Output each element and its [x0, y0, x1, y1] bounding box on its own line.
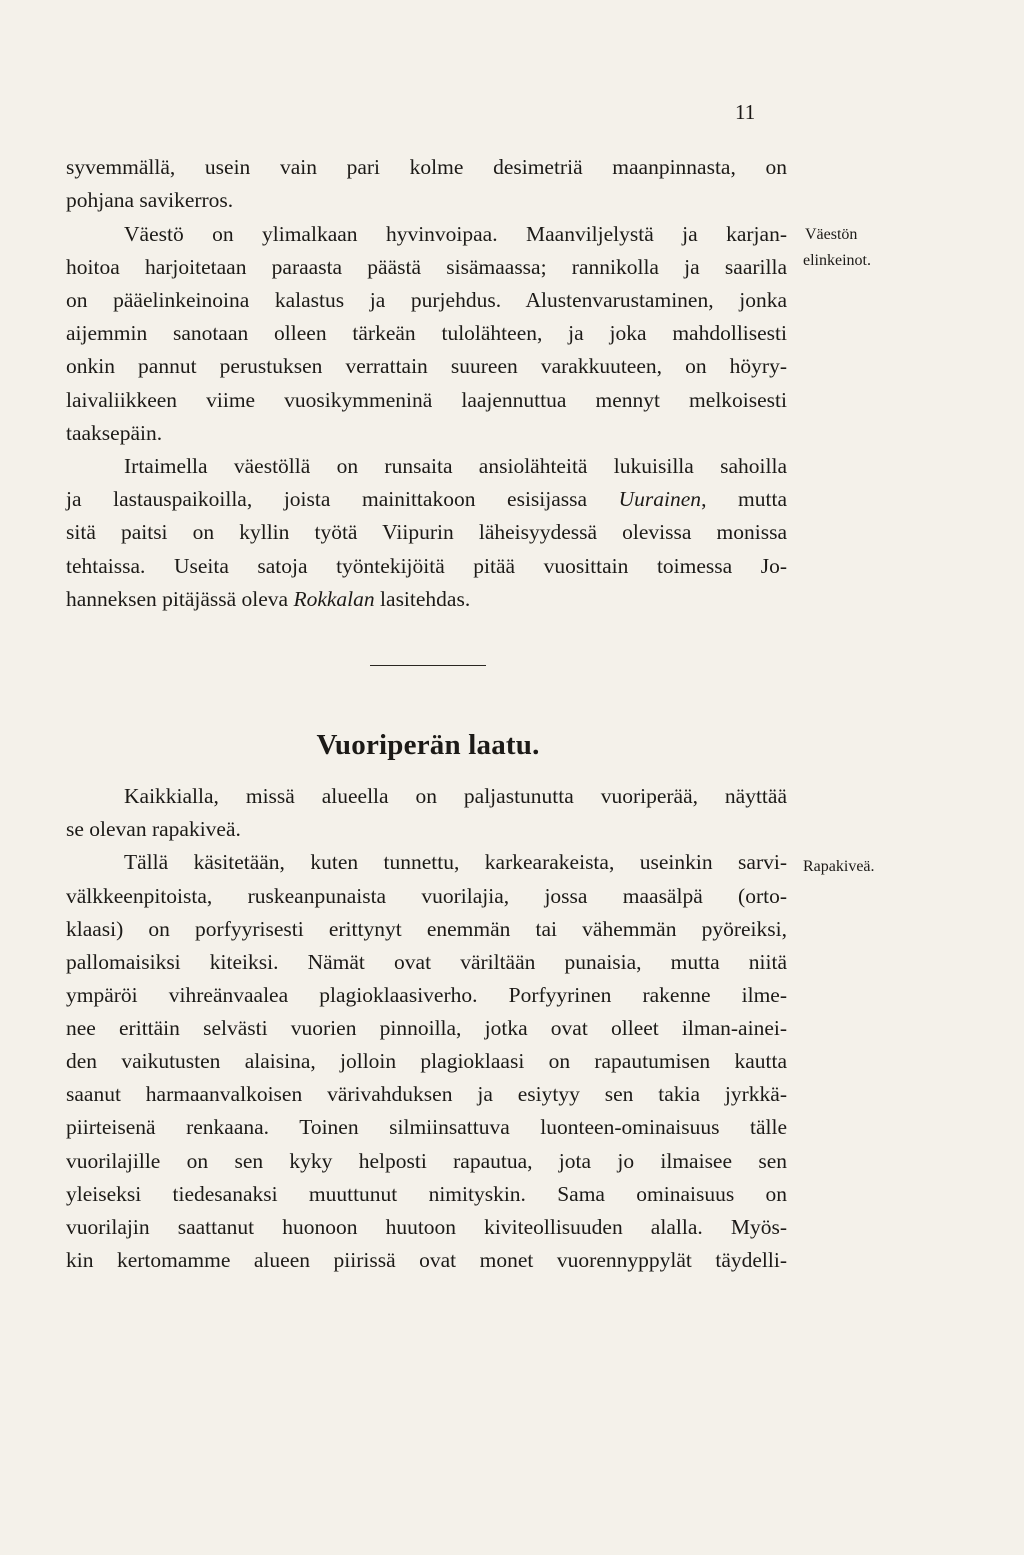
place-name-rokkala: Rokkalan — [293, 587, 375, 611]
text-line: vuorilajin saattanut huonoon huutoon kiviteollisuuden alalla. Myös- — [66, 1215, 787, 1239]
text-line: sitä paitsi on kyllin työtä Viipurin läheisyydessä olevissa monissa — [66, 520, 787, 544]
page-number: 11 — [735, 100, 756, 124]
text-line: syvemmällä, usein vain pari kolme desimetriä maanpinnasta, on — [66, 155, 787, 179]
section-heading: Vuoriperän laatu. — [316, 729, 540, 761]
text-span: ja lastauspaikoilla, joista mainittakoon esisijassa — [66, 487, 619, 511]
text-line: se olevan rapakiveä. — [66, 817, 241, 841]
text-line: piirteisenä renkaana. Toinen silmiinsattuva luonteen-ominaisuus tälle — [66, 1115, 787, 1139]
text-line: ympäröi vihreänvaalea plagioklaasiverho. Porfyyrinen rakenne ilme- — [66, 983, 787, 1007]
text-line: vuorilajille on sen kyky helposti rapautua, jota jo ilmaisee sen — [66, 1149, 787, 1173]
text-line: hoitoa harjoitetaan paraasta päästä sisämaassa; rannikolla ja saarilla — [66, 255, 787, 279]
text-line: laivaliikkeen viime vuosikymmeninä laajennuttua mennyt melkoisesti — [66, 388, 787, 412]
text-line: kin kertomamme alueen piirissä ovat monet vuorennyppylät täydelli- — [66, 1248, 787, 1272]
text-line: Kaikkialla, missä alueella on paljastunutta vuoriperää, näyttää — [124, 784, 787, 808]
text-line: aijemmin sanotaan olleen tärkeän tulolähteen, ja joka mahdollisesti — [66, 321, 787, 345]
text-line — [66, 583, 787, 616]
text-line: Tällä käsitetään, kuten tunnettu, karkearakeista, useinkin sarvi- — [124, 850, 787, 874]
text-line: tehtaissa. Useita satoja työntekijöitä pitää vuosittain toimessa Jo- — [66, 554, 787, 578]
text-line: pohjana savikerros. — [66, 188, 234, 212]
text-line: onkin pannut perustuksen verrattain suureen varakkuuteen, on höyry- — [66, 354, 787, 378]
margin-note-rapakivea: Rapakiveä. — [803, 858, 875, 875]
text-line: nee erittäin selvästi vuorien pinnoilla, jotka ovat olleet ilman-ainei- — [66, 1016, 787, 1040]
text-span: , mutta — [701, 487, 787, 511]
section-divider — [370, 665, 486, 666]
text-span: hanneksen pitäjässä oleva — [66, 587, 294, 611]
margin-note-elinkeinot: elinkeinot. — [803, 252, 871, 269]
text-line: klaasi) on porfyyrisesti erittynyt enemmän tai vähemmän pyöreiksi, — [66, 917, 787, 941]
text-line: välkkeenpitoista, ruskeanpunaista vuorilajia, jossa maasälpä (orto- — [66, 884, 787, 908]
text-line: yleiseksi tiedesanaksi muuttunut nimityskin. Sama ominaisuus on — [66, 1182, 787, 1206]
text-line: den vaikutusten alaisina, jolloin plagioklaasi on rapautumisen kautta — [66, 1049, 787, 1073]
text-line — [66, 483, 787, 516]
text-line: Irtaimella väestöllä on runsaita ansiolähteitä lukuisilla sahoilla — [124, 454, 787, 478]
text-line: saanut harmaanvalkoisen värivahduksen ja esiytyy sen takia jyrkkä- — [66, 1082, 787, 1106]
margin-note-vaeston: Väestön — [805, 226, 858, 243]
text-line: pallomaisiksi kiteiksi. Nämät ovat väriltään punaisia, mutta niitä — [66, 950, 787, 974]
text-line: on pääelinkeinoina kalastus ja purjehdus. Alustenvarustaminen, jonka — [66, 288, 787, 312]
text-line: taaksepäin. — [66, 421, 163, 445]
place-name-uurainen: Uurainen — [618, 487, 702, 511]
text-span: lasitehdas. — [374, 587, 471, 611]
text-line: Väestö on ylimalkaan hyvinvoipaa. Maanviljelystä ja karjan- — [124, 222, 787, 246]
